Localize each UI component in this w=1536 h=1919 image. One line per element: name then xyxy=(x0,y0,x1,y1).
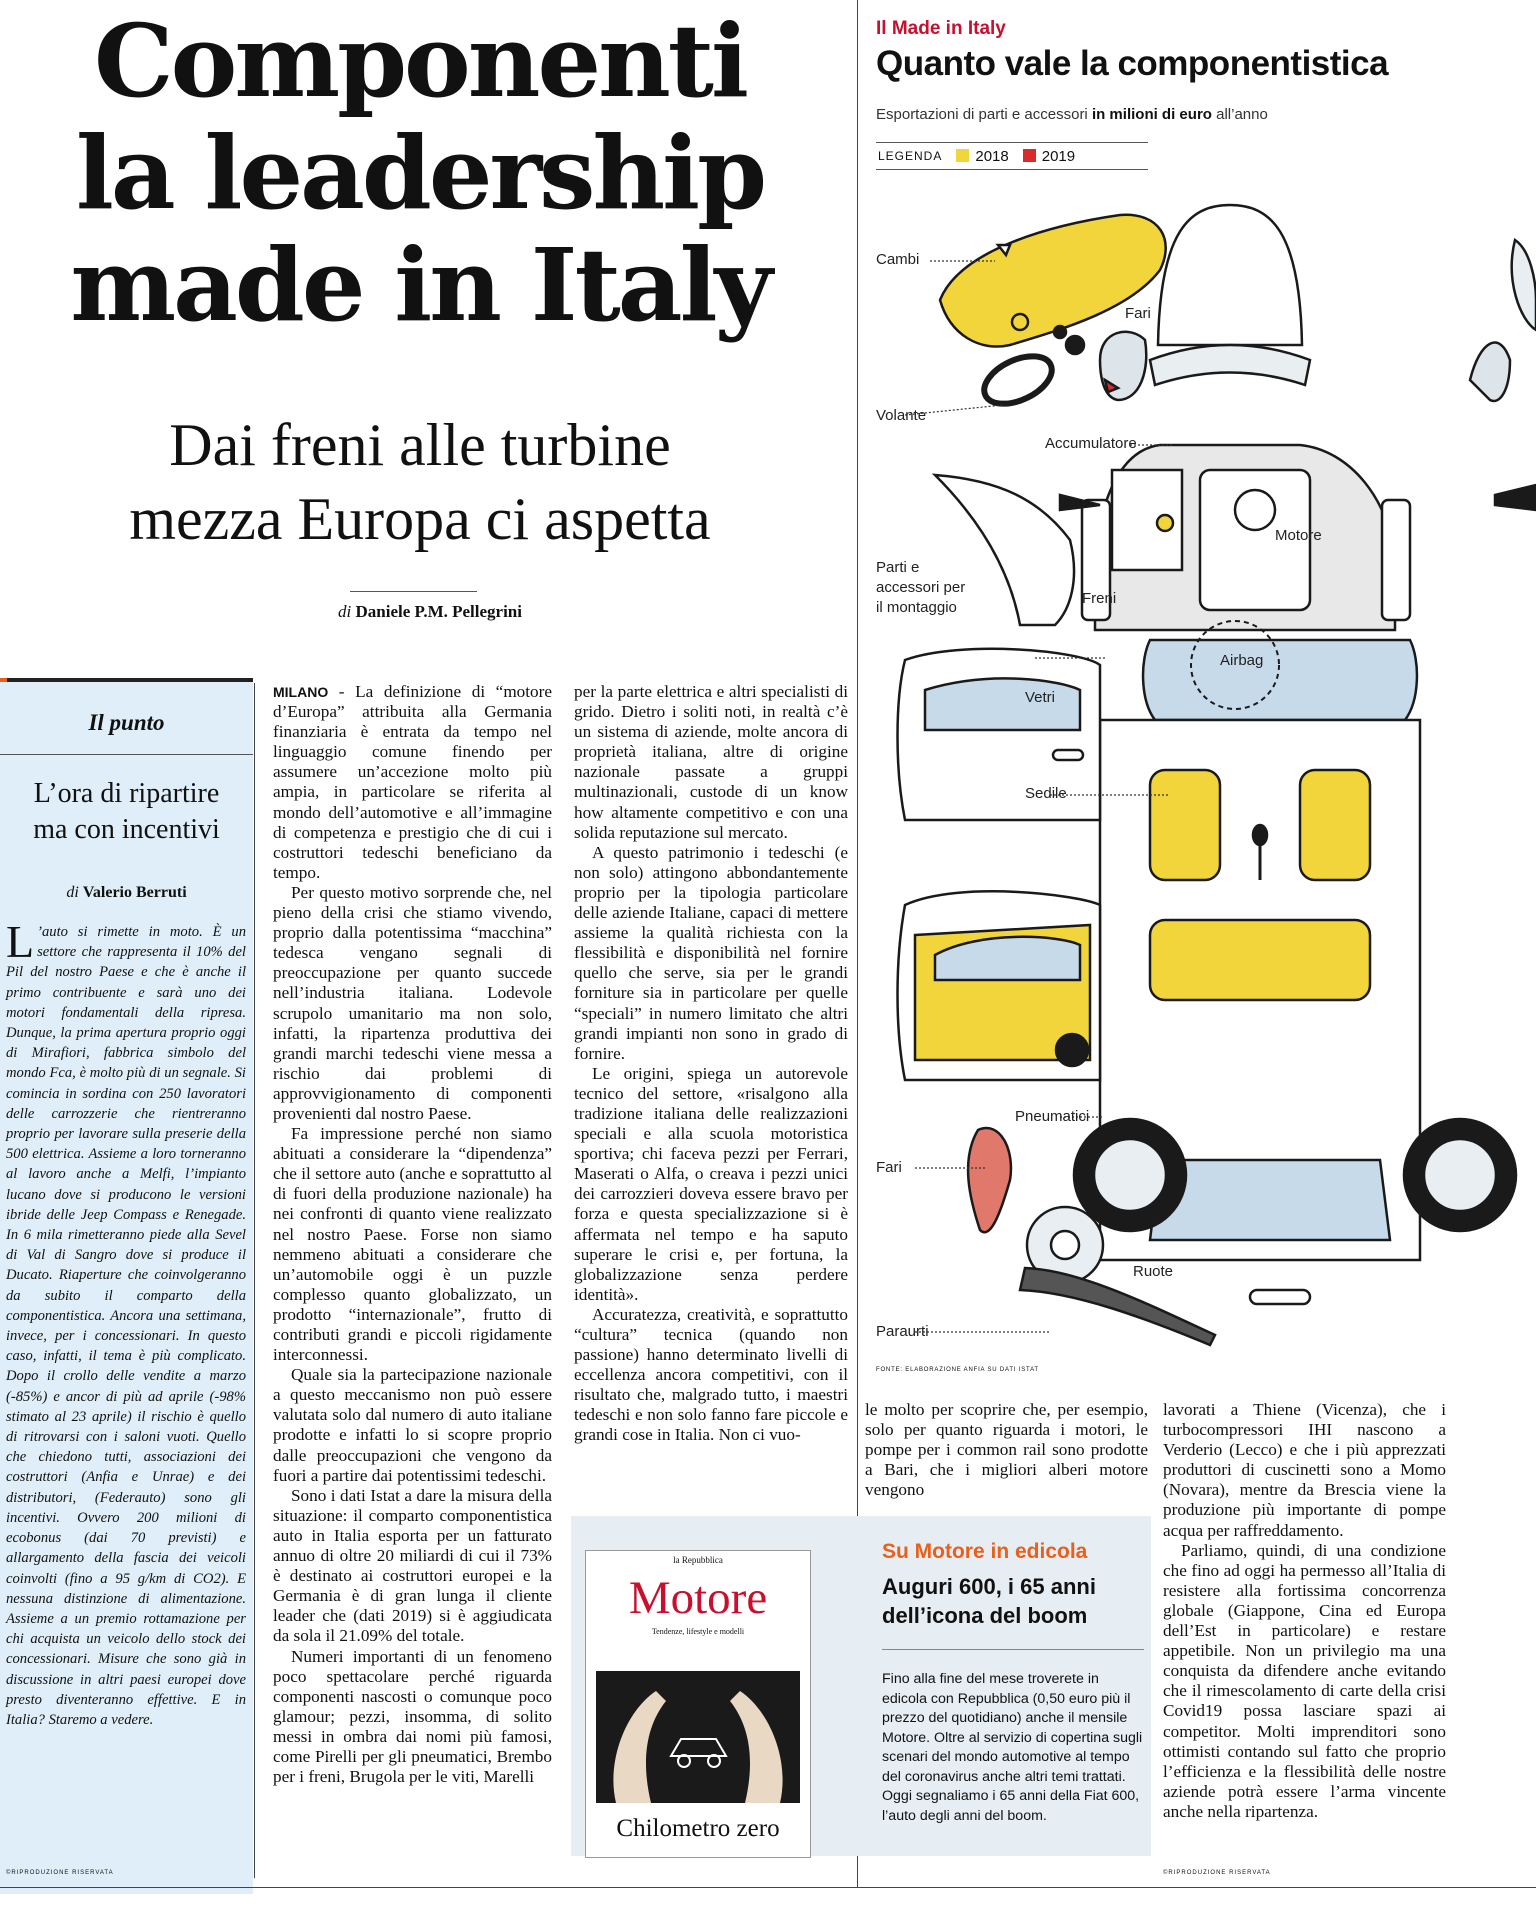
label-parti-3: il montaggio xyxy=(876,599,957,616)
headline-line-3: made in Italy xyxy=(70,226,770,344)
subheadline xyxy=(30,408,810,556)
infographic-legend xyxy=(876,142,1148,170)
promo-box xyxy=(571,1516,1151,1856)
sidebar-text xyxy=(6,916,246,1730)
article-copyright: ©RIPRODUZIONE RISERVATA xyxy=(1163,1870,1271,1876)
hands-car-icon xyxy=(596,1671,800,1803)
article-paragraph: Parliamo, quindi, di una condizione che fino ad oggi ha permesso all’Italia di resistere alla fortissima concorrenza globale (Giappone, Cina ed Europa dell’Est in particolare) e restare appetibile. Non un privilegio ma una conquista da difendere anche evitando che il rimescolamento di carte della crisi Covid19 possa lasciare spazi ai competitor. Molti imprenditori sono ottimisti contando sul fatto che proprio l’efficienza e la flessibilità delle nostre aziende potrà essere l’arma vincente anche nella ripartenza. xyxy=(1163,1540,1446,1821)
legend-swatch-red xyxy=(1023,149,1036,162)
windshield-glass xyxy=(1143,640,1417,720)
sidebar-divider-line xyxy=(254,683,255,1878)
dateline: MILANO xyxy=(273,684,329,700)
hood-part xyxy=(1158,205,1302,345)
label-fari-top: Fari xyxy=(1125,305,1151,322)
seat-left xyxy=(1150,770,1220,880)
subheadline-line-1: Dai freni alle turbine xyxy=(169,412,671,478)
door-window xyxy=(925,678,1080,730)
sidebar-divider xyxy=(0,754,253,755)
bumper xyxy=(1020,1268,1215,1345)
byline-author: Daniele P.M. Pellegrini xyxy=(355,602,522,621)
sidebar-dropcap: L xyxy=(6,916,35,967)
speaker xyxy=(1056,1034,1088,1066)
windshield-strip xyxy=(1150,345,1310,385)
label-fari-bottom: Fari xyxy=(876,1159,902,1176)
headlight-right xyxy=(1470,343,1510,401)
article-column-3 xyxy=(865,1400,1148,1500)
page-bottom-rule xyxy=(0,1887,1536,1888)
magazine-tagline: Tendenze, lifestyle e modelli xyxy=(651,1627,745,1636)
byline-divider xyxy=(350,591,477,592)
tail-light xyxy=(968,1128,1011,1232)
sidebar-body: ’auto si rimette in moto. È un settore che rappresenta il 10% del Pil del nostro Paese e che è anche il primo contribuente e sarà uno dei motori fondamentali della ripresa. Dunque, la prima apertura proprio oggi di Mirafiori, fabbrica simbolo del mondo Fca, è molto più di un segnale. Si comincia in sordina con 250 lavoratori delle carrozzerie che rientreranno proprio per lavorare sulla preserie della 500 elettrica. Assieme a loro torneranno al lavoro anche a Melfi, l’impianto lucano dove si producono le versioni ibride delle Jeep Compass e Renegade. In 6 mila rimetteranno piede alla Sevel di Val di Sangro dove si produce il Ducato. Riaperture che coinvolgeranno da subito il comparto della componentistica. Ancora una settimana, invece, per i concessionari. In questo caso, infatti, il tema è più complicato. Dopo il crollo delle vendite a marzo (-85%) e ancor di più ad aprile (-98% stimato al 23 aprile) il rischio è quello di ritrovarsi con i saloni vuoti. Quello che chiedono tutti, associazioni dei costruttori (Anfia e Unrae) e dei distributori, (Federauto) sono gli incentivi. Ovvero 200 milioni di ecobonus (dai 70 previsti) e allargamento della fascia dei veicoli coinvolti (fino a 95 g/km di CO2). E nessuna distinzione di alimentazione. Assieme a un premio rottamazione per chi acquista un veicolo dello stock dei concessionari. Misure che sono già in discussione in altri paesi europei dove presto diventeranno effettive. E in Italia? Staremo a vedere. xyxy=(6,924,246,1728)
byline xyxy=(250,602,610,622)
sidebar-box xyxy=(0,678,253,1894)
label-paraurti: Paraurti xyxy=(876,1323,929,1340)
door-front xyxy=(898,649,1101,820)
headline-line-1: Componenti xyxy=(94,2,746,120)
label-ruote: Ruote xyxy=(1133,1263,1174,1280)
promo-headline: Auguri 600, i 65 anni dell’icona del boom xyxy=(882,1574,1096,1628)
sidebar-copyright: ©RIPRODUZIONE RISERVATA xyxy=(6,1870,114,1876)
byline-prefix: di xyxy=(338,602,352,621)
legend-label: LEGENDA xyxy=(878,149,943,163)
seat-right xyxy=(1300,770,1370,880)
sidebar-title-line-2: ma con incentivi xyxy=(33,814,220,845)
legend-item-2019: 2019 xyxy=(1023,148,1075,165)
promo-text: Fino alla fine del mese troverete in edicola con Repubblica (0,50 euro più il prezzo del quotidiano) anche il mensile Motore. Oltre al servizio di copertina sugli scenari del mondo automotive al tempo del coronavirus anche altri temi trattati. Oggi segnaliamo i 65 anni della Fiat 600, l’auto degli anni del boom. xyxy=(882,1671,1143,1824)
article-paragraph: MILANO - La definizione di “motore d’Europa” attribuita alla Germania finanziaria è entrata da tempo nel linguaggio comune finendo per assumere un’accezione molto più ampia, in particolare se riferita al mondo dell’automotive e all’immagine di competenza e prestigio che di cui i costruttori tedeschi beneficiano da tempo. xyxy=(273,682,552,882)
legend-swatch-yellow xyxy=(956,149,969,162)
sidebar-byline xyxy=(0,884,253,902)
headline-line-2: la leadership xyxy=(75,114,765,232)
label-vetri: Vetri xyxy=(1025,689,1056,706)
article-paragraph: Accuratezza, creatività, e soprattutto “cultura” tecnica (quando non passione) hanno determinato livelli di eccellenza ancora competitivi, con il risultato che, malgrado tutto, i maestri tedeschi e non solo fanno fare piccole e grandi cose in Italia. Non ci vuo- xyxy=(574,1304,848,1445)
infographic-kicker: Il Made in Italy xyxy=(876,18,1006,39)
article-paragraph: le molto per scoprire che, per esempio, solo per quanto riguarda i motori, le pompe per i common rail sono prodotte a Bari, che i migliori alberi motore vengono xyxy=(865,1400,1148,1500)
subheadline-line-2: mezza Europa ci aspetta xyxy=(129,486,711,552)
article-column-2 xyxy=(574,682,848,1446)
exploded-car-illustration xyxy=(860,195,1536,1365)
article-paragraph: lavorati a Thiene (Vicenza), che i turbocompressori IHI nascono a Verderio (Lecco) e che i più apprezzati produttori di cuscinetti sono a Momo (Novara), mentre da Brescia viene la produzione più importante di pompe acqua per raffreddamento. xyxy=(1163,1400,1446,1540)
magazine-masthead: la Repubblica xyxy=(673,1555,723,1565)
label-freni: Freni xyxy=(1082,590,1117,607)
label-parti-1: Parti e xyxy=(876,559,920,576)
seat-rear xyxy=(1150,920,1370,1000)
label-airbag: Airbag xyxy=(1220,652,1264,669)
article-column-1 xyxy=(273,682,552,1787)
label-volante: Volante xyxy=(876,407,927,424)
promo-divider xyxy=(882,1649,1144,1650)
magazine-title: Motore xyxy=(628,1572,768,1624)
dashboard-part xyxy=(940,215,1166,347)
headline xyxy=(30,2,810,344)
steering-wheel-part xyxy=(977,347,1059,414)
article-paragraph: A questo patrimonio i tedeschi (e non solo) attingono abbondantemente proprio per la tipologia particolare delle aziende Italiane, capaci di mettere assieme la qualità richiesta con la flessibilità e disponibilità nel fornire quello che serve, sia per le grandi forniture sia in particolare per quelle “speciali” in numero limitato che altri grandi impianti non sono in grado di fornire. xyxy=(574,842,848,1063)
article-paragraph: Numeri importanti di un fenomeno poco spettacolare perché riguarda componenti nascosti o comunque poco glamour; pezzi, insomma, di solito messi in ombra dai nomi più famosi, come Pirelli per gli pneumatici, Brembo per i freni, Brugola per le viti, Marelli xyxy=(273,1646,552,1787)
article-paragraph: per la parte elettrica e altri specialisti di grido. Dietro i soliti noti, in realtà c’è un sistema di aziende, molte ancora di proprietà italiana, altre di origine nazionale passate a gruppi multinazionali, custode di un know how altamente competitivo e con una solida reputazione sul mercato. xyxy=(574,682,848,842)
magazine-cover-line: Chilometro zero xyxy=(616,1815,780,1842)
label-sedile: Sedile xyxy=(1025,785,1067,802)
article-paragraph: Per questo motivo sorprende che, nel pieno della crisi che stiamo vivendo, proprio dalla potentissima “macchina” tedesca vengano segnali di preoccupazione per quanto succede nell’industria italiana. Lodevole scrupolo umanitario ma non solo, infatti, la ripartenza produttiva dei grandi marchi tedeschi viene messa a rischio dai problemi di approvvigionamento di componenti provenienti dal nostro Paese. xyxy=(273,882,552,1123)
sidebar-accent xyxy=(0,678,7,682)
article-paragraph: Fa impressione perché non siamo abituati a considerare la “dipendenza” che il settore auto (anche e soprattutto al di fuori della produzione nazionale) ha nei confronti di quanto viene realizzato nel nostro Paese. Forse non siamo nemmeno abituati a considerare che un’automobile oggi è un puzzle complesso quanto globalizzato, un prodotto “internazionale”, frutto di contributi grandi e piccoli rigidamente interconnessi. xyxy=(273,1124,552,1365)
sidebar-title xyxy=(0,776,253,848)
label-motore: Motore xyxy=(1275,527,1322,544)
sidebar-section: Il punto xyxy=(88,710,165,735)
magazine-cover xyxy=(585,1550,811,1858)
sidebar-byline-prefix: di xyxy=(66,884,79,901)
article-paragraph: Le origini, spiega un autorevole tecnico del settore, «risalgono alla tradizione italiana delle realizzazioni speciali e alla scuola motoristica sportiva; chi faceva pezzi per Ferrari, Maserati o Alfa, o creava i pezzi unici dei carrozzieri doveva essere bravo per forza e questa specializzazione si è affermata nel tempo e ha saputo superare le crisi e, per fortuna, la globalizzazione senza perdere identità». xyxy=(574,1063,848,1304)
door-handle xyxy=(1053,750,1083,760)
legend-item-2018: 2018 xyxy=(956,148,1008,165)
magazine-cover-photo xyxy=(596,1671,800,1803)
article-paragraph: Quale sia la partecipazione nazionale a questo meccanismo non può essere valutata solo dal numero di auto italiane prodotte e infatti lo si scopre proprio dalle preoccupazioni che vengono da fuori a partire dai potentissimi tedeschi. xyxy=(273,1365,552,1485)
brake-fluid-cap xyxy=(1157,515,1173,531)
infographic-title: Quanto vale la componentistica xyxy=(876,44,1389,83)
promo-kicker: Su Motore in edicola xyxy=(882,1540,1088,1563)
article-paragraph: Sono i dati Istat a dare la misura della situazione: il comparto componentistica auto in Italia esporta per un fatturato annuo di oltre 20 miliardi di cui il 73% è destinato ai costruttori europei e la Germania è di gran lunga il cliente leader che (dati 2019) si è aggiudicata da sola il 21.09% del totale. xyxy=(273,1485,552,1646)
label-accumulatore: Accumulatore xyxy=(1045,435,1137,452)
label-cambi: Cambi xyxy=(876,251,920,268)
article-column-4 xyxy=(1163,1400,1446,1822)
sidebar-title-line-1: L’ora di ripartire xyxy=(33,778,220,809)
label-parti-2: accessori per xyxy=(876,579,966,596)
label-pneumatici: Pneumatici xyxy=(1015,1108,1090,1125)
sidebar-byline-author: Valerio Berruti xyxy=(82,884,187,901)
dashboard-knob xyxy=(1012,314,1028,330)
infographic-source: FONTE: ELABORAZIONE ANFIA SU DATI ISTAT xyxy=(876,1367,1039,1373)
infographic-subtitle: Esportazioni di parti e accessori in milioni di euro all’anno xyxy=(876,106,1268,123)
